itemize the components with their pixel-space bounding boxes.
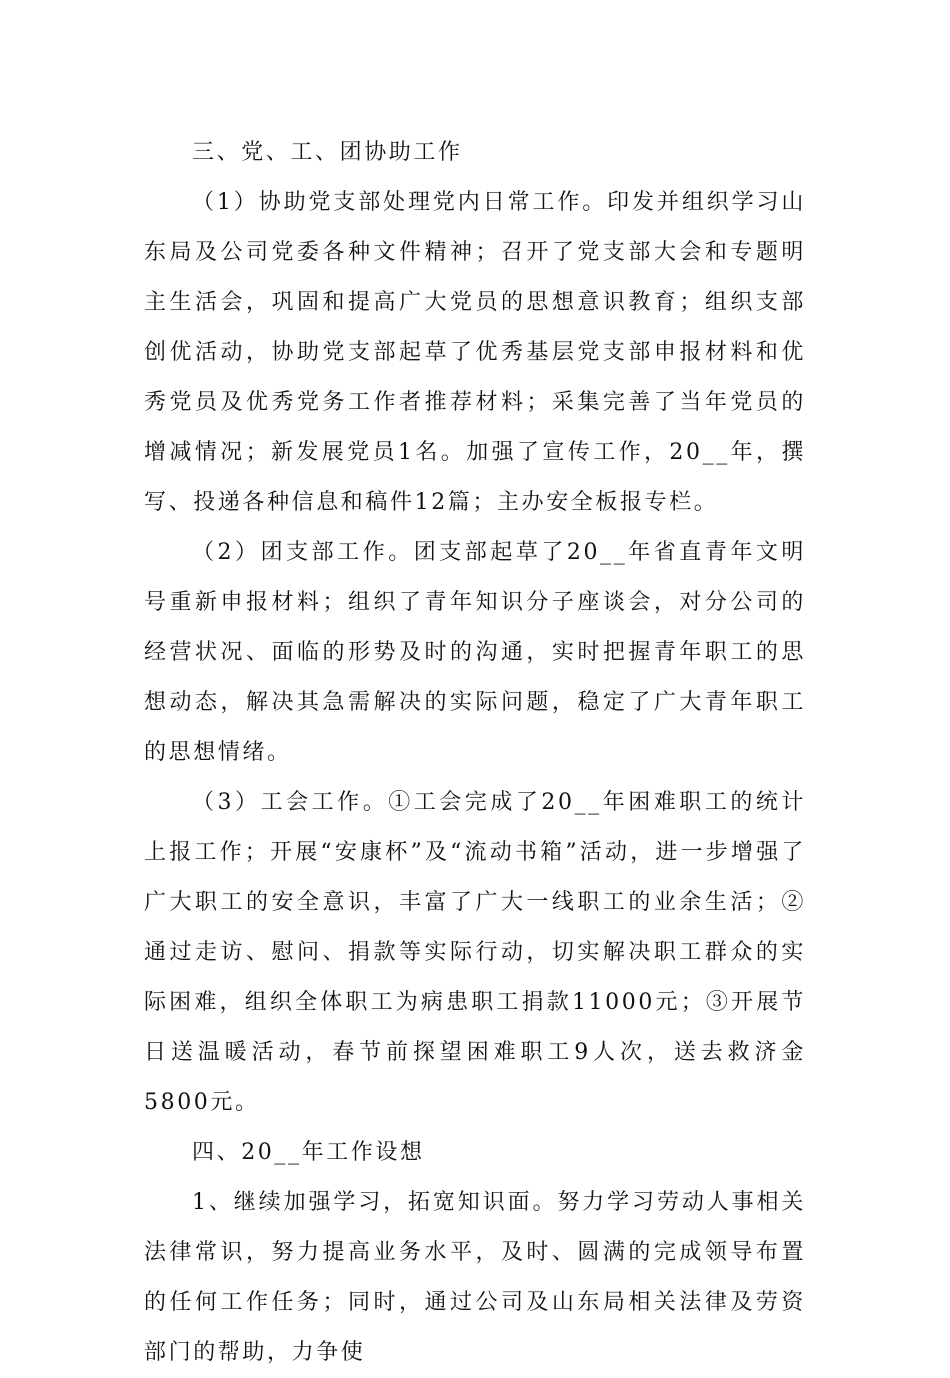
section-3-heading: 三、党、工、团协助工作 bbox=[192, 140, 463, 165]
section-3-paragraph-2: （2）团支部工作。团支部起草了20__年省直青年文明号重新申报材料；组织了青年知识分子座谈会，对分公司的经营状况、面临的形势及时的沟通，实时把握青年职工的思想动态，解决其急需解决的实际问题，稳定了广大青年职工的思想情绪。 bbox=[144, 540, 806, 765]
section-3-paragraph-1: （1）协助党支部处理党内日常工作。印发并组织学习山东局及公司党委各种文件精神；召开了党支部大会和专题明主生活会，巩固和提高广大党员的思想意识教育；组织支部创优活动，协助党支部起草了优秀基层党支部申报材料和优秀党员及优秀党务工作者推荐材料；采集完善了当年党员的增减情况；新发展党员1名。加强了宣传工作，20__年，撰写、投递各种信息和稿件12篇；主办安全板报专栏。 bbox=[144, 190, 806, 515]
section-4-heading: 四、20__年工作设想 bbox=[192, 1140, 425, 1165]
section-4-paragraph-1: 1、继续加强学习，拓宽知识面。努力学习劳动人事相关法律常识，努力提高业务水平，及时、圆满的完成领导布置的任何工作任务；同时，通过公司及山东局相关法律及劳资部门的帮助，力争使 bbox=[144, 1190, 806, 1365]
document-body bbox=[144, 128, 806, 1378]
section-3-paragraph-3: （3）工会工作。①工会完成了20__年困难职工的统计上报工作；开展“安康杯”及“流动书箱”活动，进一步增强了广大职工的安全意识，丰富了广大一线职工的业余生活；②通过走访、慰问、捐款等实际行动，切实解决职工群众的实际困难，组织全体职工为病患职工捐款11000元；③开展节日送温暖活动，春节前探望困难职工9人次，送去救济金5800元。 bbox=[144, 790, 806, 1115]
